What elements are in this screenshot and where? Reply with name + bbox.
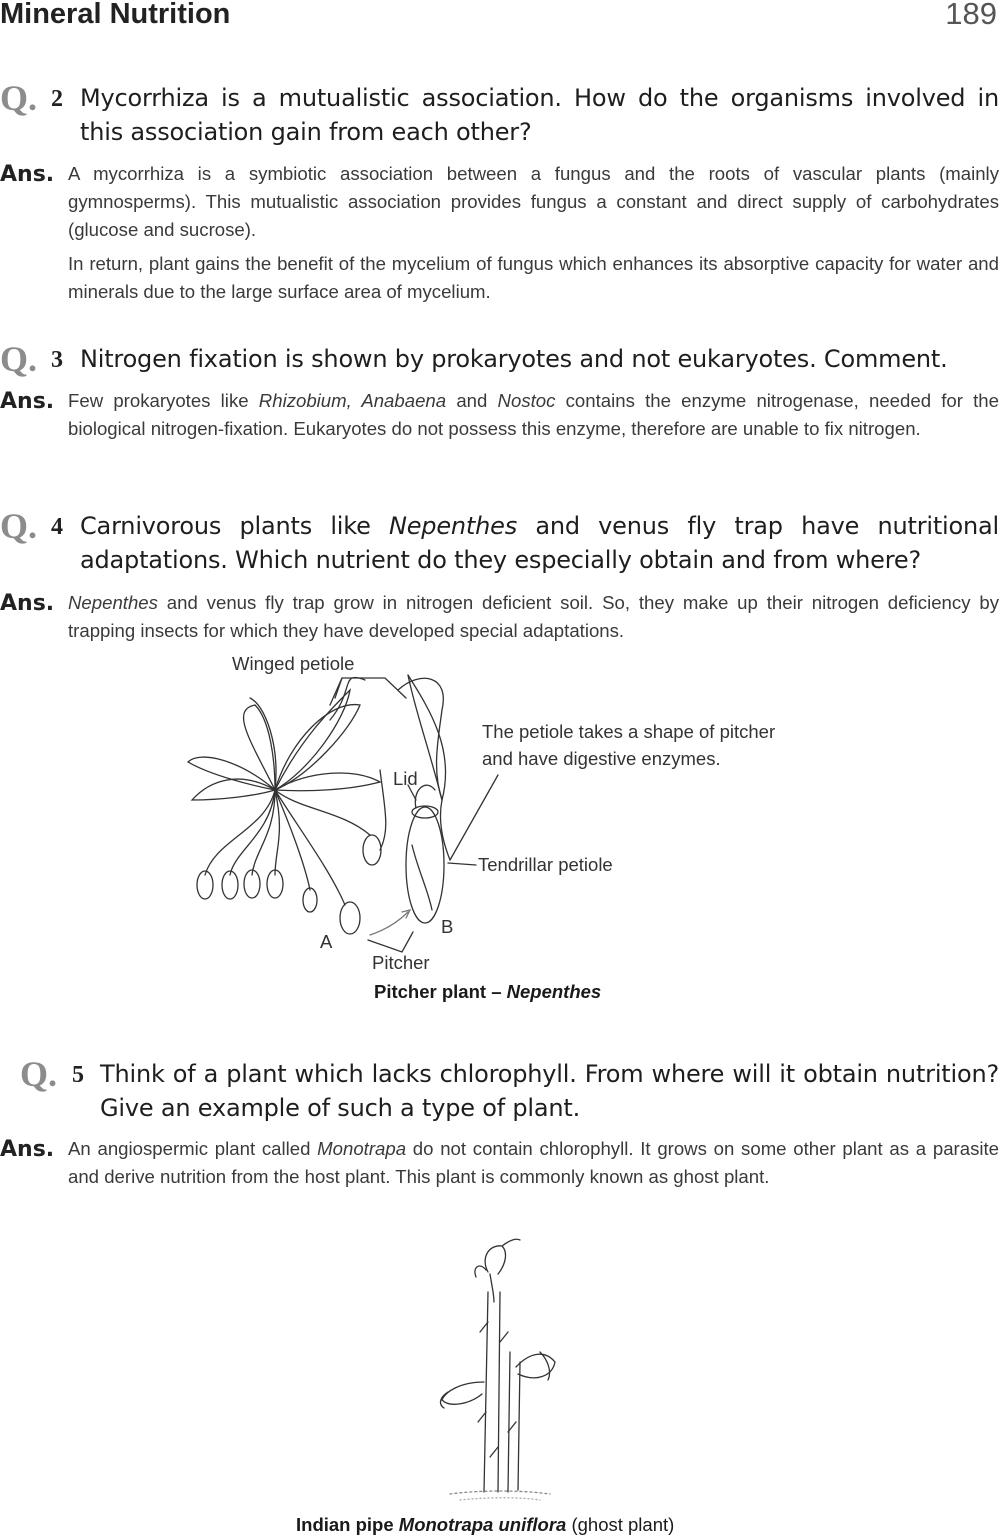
q-marker: Q.: [0, 339, 38, 379]
page-number: 189: [945, 0, 997, 31]
question-text: Carnivorous plants like Nepenthes and venus fly trap have nutritional adaptations. Which nutrient do they especially obtain and from where?: [80, 512, 999, 574]
answer-5: [0, 1135, 999, 1225]
answer-paragraph: An angiospermic plant called Monotrapa do not contain chlorophyll. It grows on some other plant as a parasite and derive nutrition from the host plant. This plant is commonly known as ghost plant.: [68, 1138, 999, 1187]
answer-paragraph: A mycorrhiza is a symbiotic association between a fungus and the roots of vascular plants (mainly gymnosperms). This mutualistic association provides fungus a constant and direct supply of carbohydrates (glucose and sucrose).: [68, 163, 999, 240]
question-text: Nitrogen fixation is shown by prokaryotes and not eukaryotes. Comment.: [80, 345, 948, 373]
ans-label: Ans.: [0, 1137, 55, 1162]
question-3: [0, 339, 999, 379]
question-number: 5: [72, 1062, 84, 1088]
monotropa-illustration: [420, 1232, 580, 1512]
label-a: A: [320, 931, 333, 952]
label-winged-petiole: Winged petiole: [232, 653, 355, 674]
ans-label: Ans.: [0, 591, 55, 616]
question-4: [0, 506, 999, 579]
answer-paragraph: Nepenthes and venus fly trap grow in nitrogen deficient soil. So, they make up their nitrogen deficiency by trapping insects for which they have developed special adaptations.: [68, 592, 999, 641]
figure-caption: Pitcher plant – Nepenthes: [374, 981, 602, 1002]
label-note-line-1: The petiole takes a shape of pitcher: [482, 721, 776, 742]
question-number: 4: [51, 514, 63, 540]
answer-2: [0, 160, 999, 310]
answer-paragraph: Few prokaryotes like Rhizobium, Anabaena and Nostoc contains the enzyme nitrogenase, needed for the biological nitrogen-fixation. Eukaryotes do not possess this enzyme, therefore are unable to fix nitrogen.: [68, 390, 999, 439]
answer-4: [0, 589, 999, 649]
q-marker: Q.: [20, 1054, 58, 1094]
question-number: 3: [51, 347, 63, 373]
label-pitcher: Pitcher: [372, 952, 430, 973]
answer-3: [0, 387, 999, 477]
label-b: B: [441, 916, 454, 937]
q-marker: Q.: [0, 78, 38, 118]
chapter-title: Mineral Nutrition: [0, 0, 231, 30]
pitcher-plant-figure: [180, 650, 840, 1010]
question-text: Mycorrhiza is a mutualistic association. How do the organisms involved in this association gain from each other?: [80, 84, 999, 146]
label-note-line-2: and have digestive enzymes.: [482, 748, 721, 769]
answer-paragraph: In return, plant gains the benefit of the mycelium of fungus which enhances its absorptive capacity for water and minerals due to the large surface area of mycelium.: [68, 253, 999, 302]
label-tendrillar-petiole: Tendrillar petiole: [478, 854, 613, 875]
label-lid: Lid: [393, 768, 418, 789]
monotropa-figure: [420, 1232, 580, 1512]
pitcher-plant-illustration: [180, 650, 840, 970]
question-number: 2: [51, 86, 63, 112]
question-5: [0, 1054, 999, 1127]
ans-label: Ans.: [0, 389, 55, 414]
q-marker: Q.: [0, 506, 38, 546]
question-2: [0, 78, 999, 151]
figure-caption: Indian pipe Monotrapa uniflora (ghost plant): [296, 1514, 675, 1535]
question-text: Think of a plant which lacks chlorophyll. From where will it obtain nutrition? Give an example of such a type of plant.: [100, 1060, 999, 1122]
ans-label: Ans.: [0, 162, 55, 187]
